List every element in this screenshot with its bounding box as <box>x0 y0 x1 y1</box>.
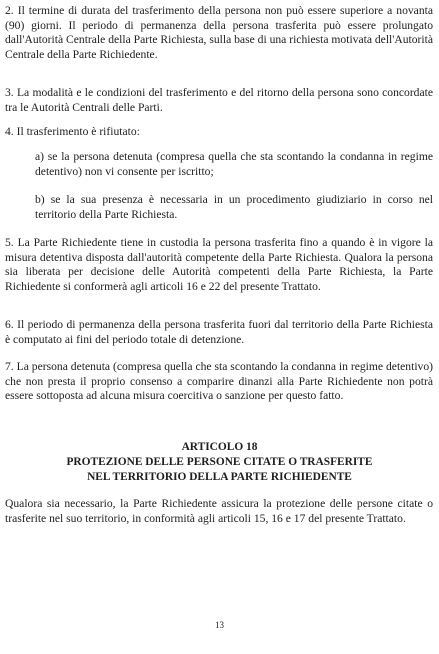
list-item-a: a) se la persona detenuta (compresa quella che sta scontando la condanna in regime detentivo) non vi consente per iscritto; <box>35 150 433 178</box>
article-body: Qualora sia necessario, la Parte Richiedente assicura la protezione delle persone citate o trasferite nel suo territorio, in conformità agli articoli 15, 16 e 17 del presente Trattato. <box>5 497 433 525</box>
paragraph-6: 6. Il periodo di permanenza della persona trasferita fuori dal territorio della Parte Richiesta è computato ai fini del periodo totale di detenzione. <box>5 318 433 346</box>
article-heading: ARTICOLO 18 <box>181 441 258 453</box>
paragraph-4: 4. Il trasferimento è rifiutato: <box>5 125 140 138</box>
paragraph-3: 3. La modalità e le condizioni del trasferimento e del ritorno della persona sono concordate tra le Autorità Centrali delle Parti. <box>5 86 433 114</box>
article-title-line-2: NEL TERRITORIO DELLA PARTE RICHIEDENTE <box>87 471 352 483</box>
paragraph-7: 7. La persona detenuta (compresa quella che sta scontando la condanna in regime detentivo) che non presta il proprio consenso a comparire dinanzi alla Parte Richiedente non potrà essere sottoposta ad alcuna misura coercitiva o sanzione per questo fatto. <box>5 360 433 403</box>
page-number: 13 <box>215 620 224 630</box>
article-title-line-1: PROTEZIONE DELLE PERSONE CITATE O TRASFERITE <box>66 456 373 468</box>
paragraph-5: 5. La Parte Richiedente tiene in custodia la persona trasferita fino a quando è in vigore la misura detentiva disposta dall'autorità competente della Parte Richiesta. Qualora la persona sia liberata per decisione delle Autorità competenti della Parte Richiesta, la Parte Richiedente si conformerà agli articoli 16 e 22 del presente Trattato. <box>5 236 433 293</box>
paragraph-2: 2. Il termine di durata del trasferimento della persona non può essere superiore a novanta (90) giorni. Il periodo di permanenza della persona trasferita può essere prolungato dall'Autorità Centrale della Parte Richiesta, sulla base di una richiesta motivata dell'Autorità Centrale della Parte Richiedente. <box>5 4 433 61</box>
list-item-b: b) se la sua presenza è necessaria in un procedimento giudiziario in corso nel territorio della Parte Richiesta. <box>35 193 433 221</box>
